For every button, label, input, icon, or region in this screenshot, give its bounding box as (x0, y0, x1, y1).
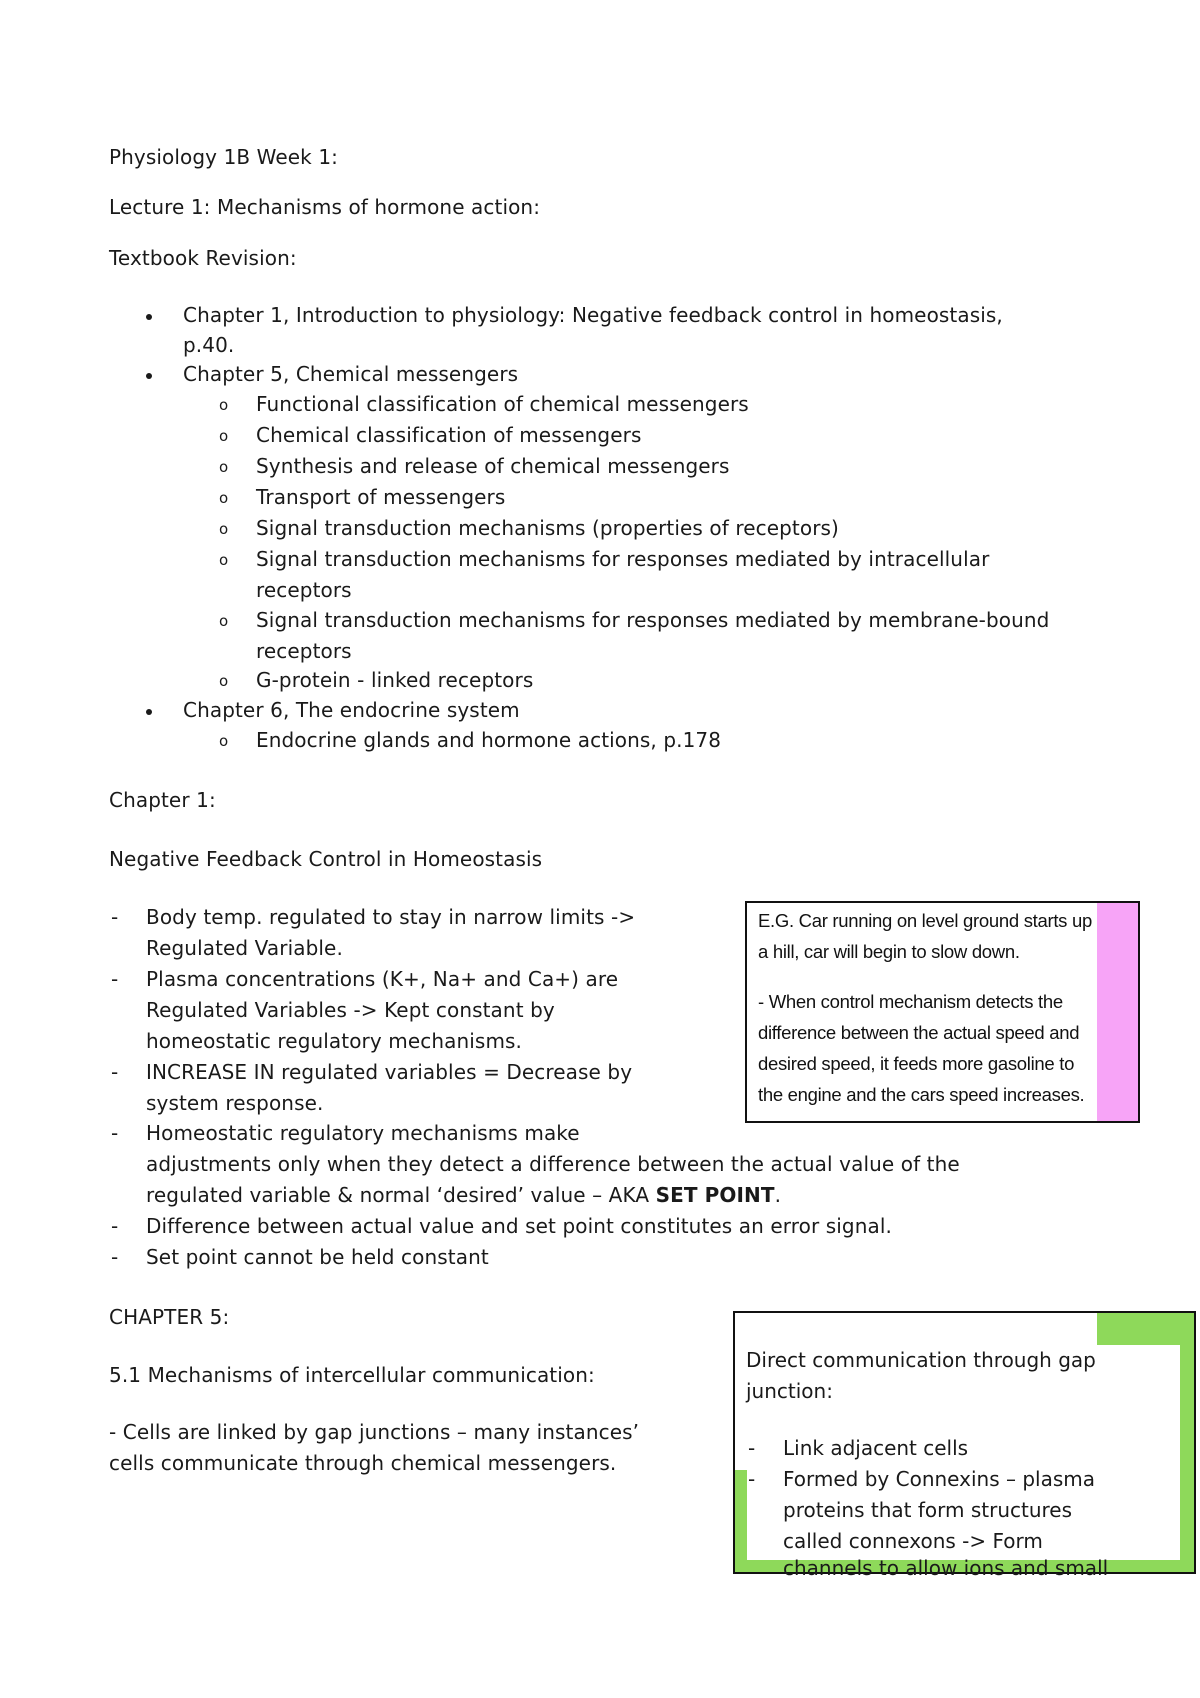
note-line: homeostatic regulatory mechanisms. (146, 1029, 522, 1053)
page-title: Physiology 1B Week 1: (109, 145, 338, 169)
gap-item: channels to allow ions and small (783, 1556, 1109, 1580)
circle-bullet-icon: o (219, 520, 229, 538)
note-line: Body temp. regulated to stay in narrow limits -> (146, 905, 636, 929)
gap-item: called connexons -> Form (783, 1529, 1043, 1553)
gap-junction-content (745, 1342, 1178, 1580)
sub-item: Signal transduction mechanisms for responses mediated by intracellular (256, 547, 990, 571)
revision-item-ch1: Chapter 1, Introduction to physiology: Negative feedback control in homeostasis, (183, 303, 1003, 327)
example-line: a hill, car will begin to slow down. (758, 941, 1020, 962)
chapter1-subheading: Negative Feedback Control in Homeostasis (109, 847, 543, 871)
example-box-accent (1097, 901, 1140, 1123)
lecture-title: Lecture 1: Mechanisms of hormone action: (109, 195, 541, 219)
note-line: adjustments only when they detect a difference between the actual value of the (146, 1152, 960, 1176)
gap-item: Link adjacent cells (783, 1436, 969, 1460)
circle-bullet-icon: o (219, 672, 229, 690)
dash-marker: - (748, 1467, 756, 1491)
sub-item: Signal transduction mechanisms (properties of receptors) (256, 516, 839, 540)
sub-item-cont: receptors (256, 639, 352, 663)
example-line: the engine and the cars speed increases. (758, 1084, 1085, 1105)
gap-item: proteins that form structures (783, 1498, 1073, 1522)
dash-marker: - (111, 1245, 119, 1269)
gap-title: junction: (746, 1379, 833, 1403)
bullet-icon (146, 709, 152, 715)
dash-marker: - (111, 967, 119, 991)
note-line-setpoint (146, 1183, 781, 1207)
revision-item-ch1-cont: p.40. (183, 333, 235, 357)
sub-item-cont: receptors (256, 578, 352, 602)
note-line: system response. (146, 1091, 324, 1115)
circle-bullet-icon: o (219, 396, 229, 414)
sub-item: Endocrine glands and hormone actions, p.178 (256, 728, 722, 752)
note-line: Difference between actual value and set point constitutes an error signal. (146, 1214, 892, 1238)
note-line: Set point cannot be held constant (146, 1245, 489, 1269)
note-line: INCREASE IN regulated variables = Decrease by (146, 1060, 633, 1084)
chapter5-section: 5.1 Mechanisms of intercellular communication: (109, 1363, 595, 1387)
revision-item-ch6: Chapter 6, The endocrine system (183, 698, 520, 722)
example-line: difference between the actual speed and (758, 1022, 1080, 1043)
note-line: Regulated Variables -> Kept constant by (146, 998, 555, 1022)
note-line: Homeostatic regulatory mechanisms make (146, 1121, 580, 1145)
bullet-icon (146, 373, 152, 379)
bullet-icon (146, 314, 152, 320)
note-line: Regulated Variable. (146, 936, 343, 960)
chapter1-heading: Chapter 1: (109, 788, 216, 812)
chapter5-heading: CHAPTER 5: (109, 1305, 230, 1329)
dash-marker: - (111, 1060, 119, 1084)
green-accent-right (1180, 1313, 1194, 1572)
chapter5-para: cells communicate through chemical messengers. (109, 1451, 617, 1475)
circle-bullet-icon: o (219, 732, 229, 750)
circle-bullet-icon: o (219, 458, 229, 476)
dash-marker: - (748, 1436, 756, 1460)
sub-item: Transport of messengers (256, 485, 506, 509)
gap-title: Direct communication through gap (746, 1348, 1096, 1372)
note-line-text: regulated variable & normal ‘desired’ value – AKA (146, 1183, 656, 1207)
set-point-period: . (774, 1183, 782, 1207)
sub-item: Chemical classification of messengers (256, 423, 642, 447)
gap-item: Formed by Connexins – plasma (783, 1467, 1096, 1491)
example-line: - When control mechanism detects the (758, 991, 1063, 1012)
sub-item: Synthesis and release of chemical messengers (256, 454, 730, 478)
dash-marker: - (111, 1121, 119, 1145)
note-line: Plasma concentrations (K+, Na+ and Ca+) are (146, 967, 619, 991)
dash-marker: - (111, 1214, 119, 1238)
circle-bullet-icon: o (219, 489, 229, 507)
example-line: E.G. Car running on level ground starts up (758, 910, 1092, 931)
circle-bullet-icon: o (219, 551, 229, 569)
set-point-term: SET POINT (655, 1183, 775, 1207)
dash-marker: - (111, 905, 119, 929)
sub-item: Signal transduction mechanisms for responses mediated by membrane-bound (256, 608, 1050, 632)
chapter5-para: - Cells are linked by gap junctions – many instances’ (109, 1420, 640, 1444)
revision-item-ch5: Chapter 5, Chemical messengers (183, 362, 519, 386)
revision-heading: Textbook Revision: (109, 246, 297, 270)
sub-item: G-protein - linked receptors (256, 668, 534, 692)
circle-bullet-icon: o (219, 612, 229, 630)
sub-item: Functional classification of chemical messengers (256, 392, 749, 416)
circle-bullet-icon: o (219, 427, 229, 445)
example-line: desired speed, it feeds more gasoline to (758, 1053, 1075, 1074)
